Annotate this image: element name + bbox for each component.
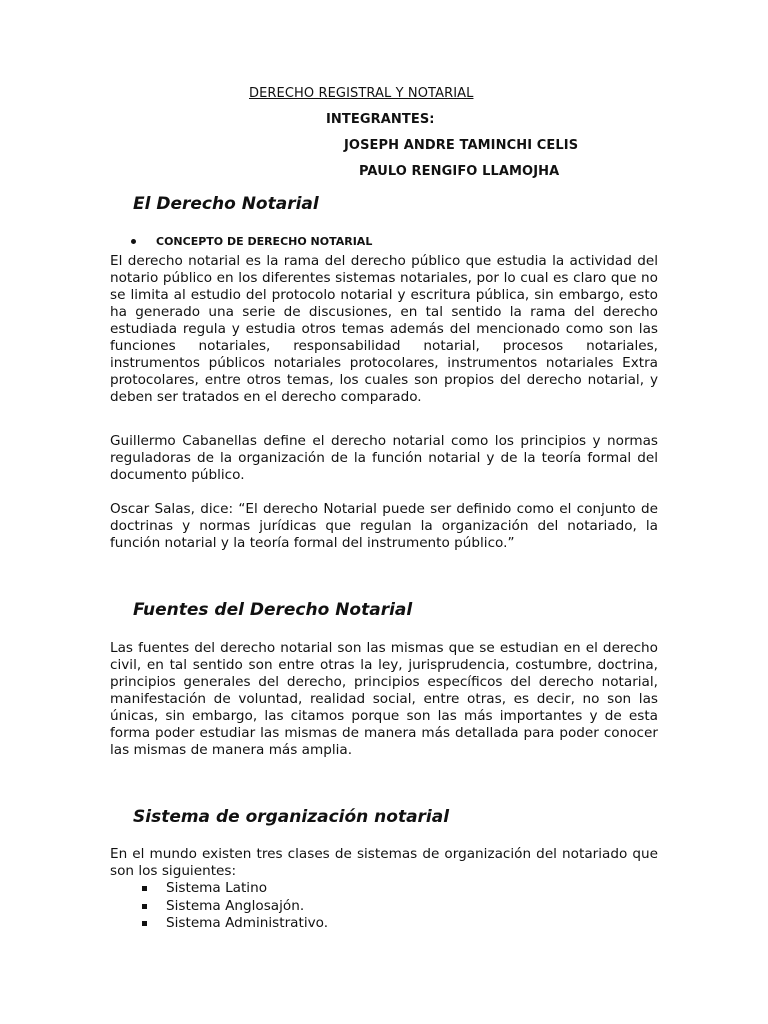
list-item: Sistema Latino bbox=[140, 880, 328, 898]
document-title: DERECHO REGISTRAL Y NOTARIAL bbox=[249, 86, 474, 101]
paragraph: Guillermo Cabanellas define el derecho notarial como los principios y normas reguladoras de la organización de la función notarial y de la teoría formal del documento público. bbox=[110, 433, 658, 483]
member-name: JOSEPH ANDRE TAMINCHI CELIS bbox=[344, 138, 579, 153]
square-bullet-icon bbox=[142, 921, 147, 926]
list-item: Sistema Administrativo. bbox=[140, 915, 328, 933]
square-bullet-icon bbox=[142, 904, 147, 909]
paragraph: Las fuentes del derecho notarial son las mismas que se estudian en el derecho civil, en tal sentido son entre otras la ley, jurisprudencia, costumbre, doctrina, principios generales del derecho, principios específicos del derecho notarial, manifestación de voluntad, realidad social, entre otras, es decir, no son las únicas, sin embargo, las citamos porque son las más importantes y de esta forma poder estudiar las mismas de manera más detallada para poder conocer las mismas de manera más amplia. bbox=[110, 640, 658, 758]
paragraph: El derecho notarial es la rama del derecho público que estudia la actividad del notario público en los diferentes sistemas notariales, por lo cual es claro que no se limita al estudio del protocolo notarial y escritura pública, sin embargo, esto ha generado una serie de discusiones, en tal sentido la rama del derecho estudiada regula y estudia otros temas además del mencionado como son las funciones notariales, responsabilidad notarial, procesos notariales, instrumentos públicos notariales protocolares, instrumentos notariales Extra protocolares, entre otros temas, los cuales son propios del derecho notarial, y deben ser tratados en el derecho comparado. bbox=[110, 253, 658, 405]
paragraph: Oscar Salas, dice: “El derecho Notarial puede ser definido como el conjunto de doctrinas y normas jurídicas que regulan la organización del notariado, la función notarial y la teoría formal del instrumento público.” bbox=[110, 501, 658, 551]
section-heading: El Derecho Notarial bbox=[133, 194, 319, 214]
concept-bullet-label: CONCEPTO DE DERECHO NOTARIAL bbox=[156, 235, 373, 248]
list-item: Sistema Anglosajón. bbox=[140, 898, 328, 916]
concept-bullet bbox=[131, 235, 372, 248]
section-heading: Sistema de organización notarial bbox=[133, 807, 450, 827]
square-bullet-icon bbox=[142, 886, 147, 891]
bullet-dot-icon bbox=[131, 239, 136, 244]
system-list bbox=[140, 880, 328, 933]
paragraph: En el mundo existen tres clases de sistemas de organización del notariado que son los siguientes: bbox=[110, 846, 658, 879]
member-name: PAULO RENGIFO LLAMOJHA bbox=[359, 164, 560, 179]
section-heading: Fuentes del Derecho Notarial bbox=[133, 600, 413, 620]
integrantes-label: INTEGRANTES: bbox=[326, 112, 435, 127]
